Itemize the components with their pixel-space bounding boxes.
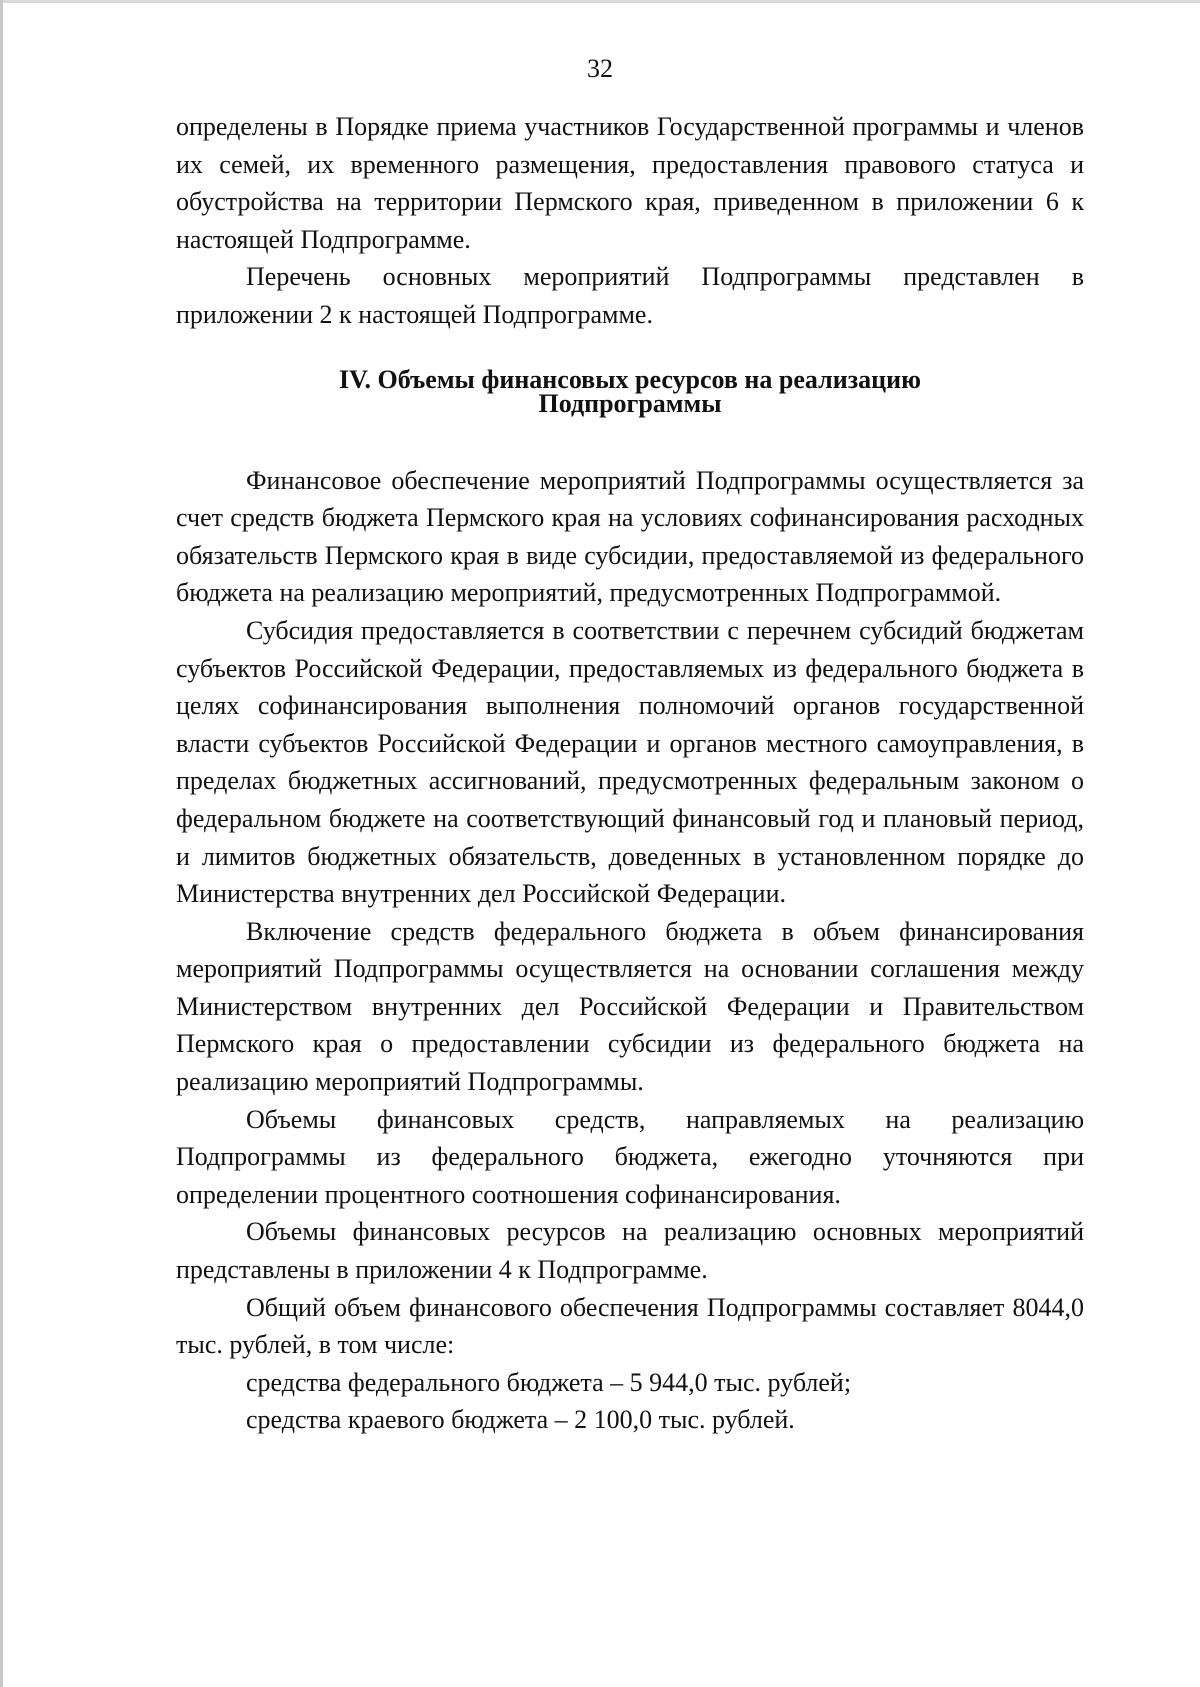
funding-line-federal: средства федерального бюджета – 5 944,0 тыс. рублей; (246, 1367, 852, 1397)
document-body (176, 108, 1084, 1439)
paragraph-federal-inclusion: Включение средств федерального бюджета в объем финансирования мероприятий Подпрограммы осуществляется на основании соглашения между Министерством внутренних дел Российской Федерации и Правительством Пермского края о предоставлении субсидии из федерального бюджета на реализацию мероприятий Подпрограммы. (176, 916, 1084, 1097)
page-number: 32 (587, 54, 613, 83)
paragraph-annex-4: Объемы финансовых ресурсов на реализацию основных мероприятий представлены в приложении 4 к Подпрограмме. (176, 1217, 1084, 1285)
paragraph-continuation: определены в Порядке приема участников Государственной программы и членов их семей, их временного размещения, предоставления правового статуса и обустройства на территории Пермского края, приведенном в приложении 6 к настоящей Подпрограмме. (176, 112, 1084, 254)
scan-left-edge (0, 0, 3, 1687)
paragraph-subsidy: Субсидия предоставляется в соответствии с перечнем субсидий бюджетам субъектов Российской Федерации, предоставляемых из федерального бюджета в целях софинансирования выполнения полномочий органов государственной власти субъектов Российской Федерации и органов местного самоуправления, в пределах бюджетных ассигнований, предусмотренных федеральным законом о федеральном бюджете на соответствующий финансовый год и плановый период, и лимитов бюджетных обязательств, доведенных в установленном порядке до Министерства внутренних дел Российской Федерации. (176, 615, 1084, 909)
scan-top-edge (0, 0, 1200, 3)
section-heading-line-1: IV. Объемы финансовых ресурсов на реализацию (339, 364, 921, 394)
section-heading (176, 334, 1084, 462)
paragraph-measures-list: Перечень основных мероприятий Подпрограммы представлен в приложении 2 к настоящей Подпрограмме. (176, 262, 1084, 329)
section-heading-line-2: Подпрограммы (538, 388, 722, 418)
paragraph-volumes-specified: Объемы финансовых средств, направляемых на реализацию Подпрограммы из федерального бюджета, ежегодно уточняются при определении процентного соотношения софинансирования. (176, 1104, 1084, 1209)
funding-line-regional: средства краевого бюджета – 2 100,0 тыс. рублей. (246, 1405, 795, 1435)
paragraph-total-volume: Общий объем финансового обеспечения Подпрограммы составляет 8044,0 тыс. рублей, в том числе: (176, 1292, 1084, 1360)
paragraph-financing: Финансовое обеспечение мероприятий Подпрограммы осуществляется за счет средств бюджета Пермского края на условиях софинансирования расходных обязательств Пермского края в виде субсидии, предоставляемой из федерального бюджета на реализацию мероприятий, предусмотренных Подпрограммой. (176, 465, 1084, 608)
